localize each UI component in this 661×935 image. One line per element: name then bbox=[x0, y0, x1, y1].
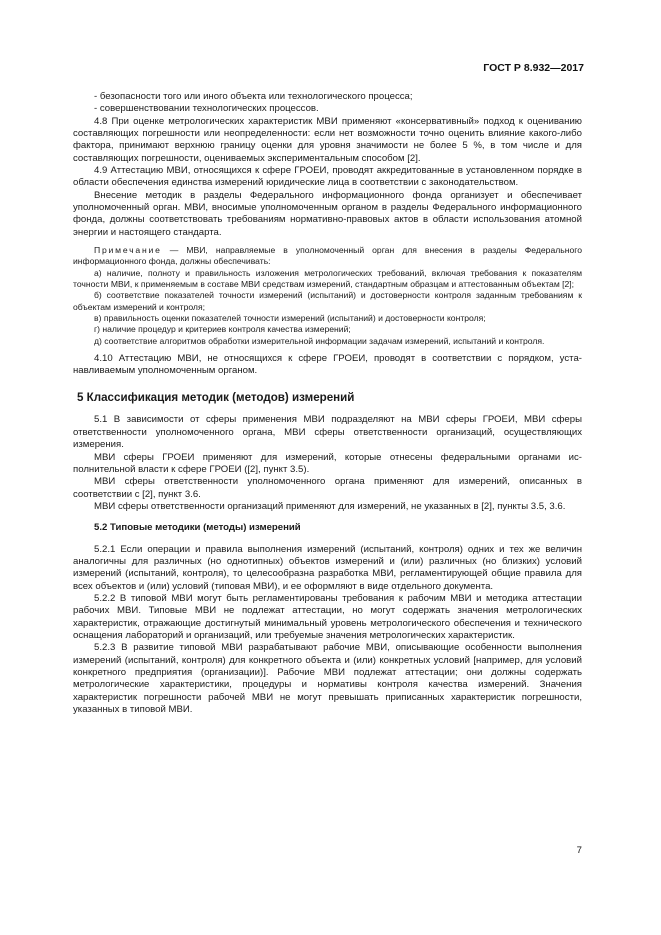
section-5-heading: 5 Классификация методик (методов) измерений bbox=[77, 391, 355, 405]
note-item-d: д) соответствие алгоритмов обработки измерительной информации задачам измерений, испытаний и контроля. bbox=[94, 335, 545, 346]
note-label: Примечание bbox=[94, 245, 162, 256]
document-code: ГОСТ Р 8.932—2017 bbox=[483, 62, 584, 74]
paragraph-federal-fund: Внесение методик в разделы Федерального информационного фонда организует и обеспечивает уполномоченный орган. МВИ, вносимые уполномоченным органом в разделы Федерального информационного фонда, должны соответствовать требованиям нормативно-правовых актов в области использования атомной энергии и настоящего стандарта. bbox=[73, 189, 582, 238]
section-5-2-heading: 5.2 Типовые методики (методы) измерений bbox=[94, 522, 301, 534]
note-intro bbox=[73, 245, 582, 268]
note-item-v: в) правильность оценки показателей точности измерений (испытаний) и достоверности контроля; bbox=[94, 312, 486, 323]
note-intro-text: — МВИ, направляемые в уполномоченный орган для внесения в разделы Федерального информационного фонда, должны обеспечивать: bbox=[73, 245, 582, 267]
paragraph-4-10: 4.10 Аттестацию МВИ, не относящихся к сфере ГРОЕИ, проводят в соответствии с порядком, устанавливаемым уполномоченным органом. bbox=[73, 352, 582, 377]
page-number: 7 bbox=[576, 845, 582, 856]
note-block bbox=[73, 245, 582, 347]
note-item-b: б) соответствие показателей точности измерений (испытаний) и достоверности контроля заданным требованиям к объектам измерений и контроля; bbox=[73, 290, 582, 312]
paragraph-5-2-3: 5.2.3 В развитие типовой МВИ разрабатывают рабочие МВИ, описывающие особенности выполнения измерений (испытаний, контроля) для конкретного объекта и (или) конкретных условий [например, для условий конкретного предприятия (организации)]. Рабочие МВИ подлежат аттестации; они должны содержать метрологические характеристики, процедуры и нормативы контроля качества измерений. Значения характеристик погрешности рабочей МВИ не могут превышать приписанных характеристик погрешности, указанных в типовой МВИ. bbox=[73, 642, 582, 716]
paragraph-5-2-1: 5.2.1 Если операции и правила выполнения измерений (испытаний, контроля) одних и тех же величин аналогичны для различных (но однотипных) объектов измерений и (или) различных (но близких) условий измерений (испытаний, контроля), то целесообразна разработка МВИ, регламентирующей общие правила для всех объектов и (или) условий (типовая МВИ), и ее оформляют в виде отдельного документа. bbox=[73, 543, 582, 592]
note-item-a: а) наличие, полноту и правильность изложения метрологических требований, включая требования к показателям точности МВИ, к применяемым в составе МВИ средствам измерений, стандартным образцам и аттестованным объектам [2]; bbox=[73, 267, 582, 290]
paragraph-organizations: МВИ сферы ответственности организаций применяют для измерений, не указанных в [2], пункты 3.5, 3.6. bbox=[94, 500, 566, 512]
list-item-safety: - безопасности того или иного объекта или технологического процесса; bbox=[94, 91, 413, 102]
page-body bbox=[73, 91, 582, 716]
paragraph-4-9: 4.9 Аттестацию МВИ, относящихся к сфере ГРОЕИ, проводят аккредитованные в установленном порядке в области обеспечения единства измерений юридические лица в соответствии с законодательством. bbox=[73, 165, 582, 189]
paragraph-5-2-2: 5.2.2 В типовой МВИ могут быть регламентированы требования к рабочим МВИ и методика аттестации рабочих МВИ. Типовые МВИ не подлежат аттестации, но могут содержать значения метрологических характеристик, отражающие достигнутый минимальный уровень метрологического обеспечения и технического оснащения лабораторий и организаций, или требуемые значения метрологических характеристик. bbox=[73, 592, 582, 641]
note-item-g: г) наличие процедур и критериев контроля качества измерений; bbox=[94, 324, 351, 335]
paragraph-4-8: 4.8 При оценке метрологических характеристик МВИ применяют «консервативный» подход к оцениванию составляющих погрешности или неопределенности: если нет возможности точно оценить влияние какого-либо фактора, принимают верхнюю границу оценки для уровня значимости не более 5 %, в том числе и для составляющих погрешности, оцениваемых экспериментальным способом [2]. bbox=[73, 115, 582, 164]
paragraph-groei: МВИ сферы ГРОЕИ применяют для измерений, которые отнесены федеральными органами исполнительной власти к сфере ГРОЕИ ([2], пункт 3.5). bbox=[73, 451, 582, 475]
list-item-processes: - совершенствовании технологических процессов. bbox=[94, 103, 319, 115]
paragraph-5-1: 5.1 В зависимости от сферы применения МВИ подразделяют на МВИ сферы ГРОЕИ, МВИ сферы ответственности уполномоченного органа, МВИ сферы ответственности организаций, осуществляющих измерения. bbox=[73, 414, 582, 451]
paragraph-authorized-body: МВИ сферы ответственности уполномоченного органа применяют для измерений, описанных в соответствии с [2], пункт 3.6. bbox=[73, 476, 582, 500]
